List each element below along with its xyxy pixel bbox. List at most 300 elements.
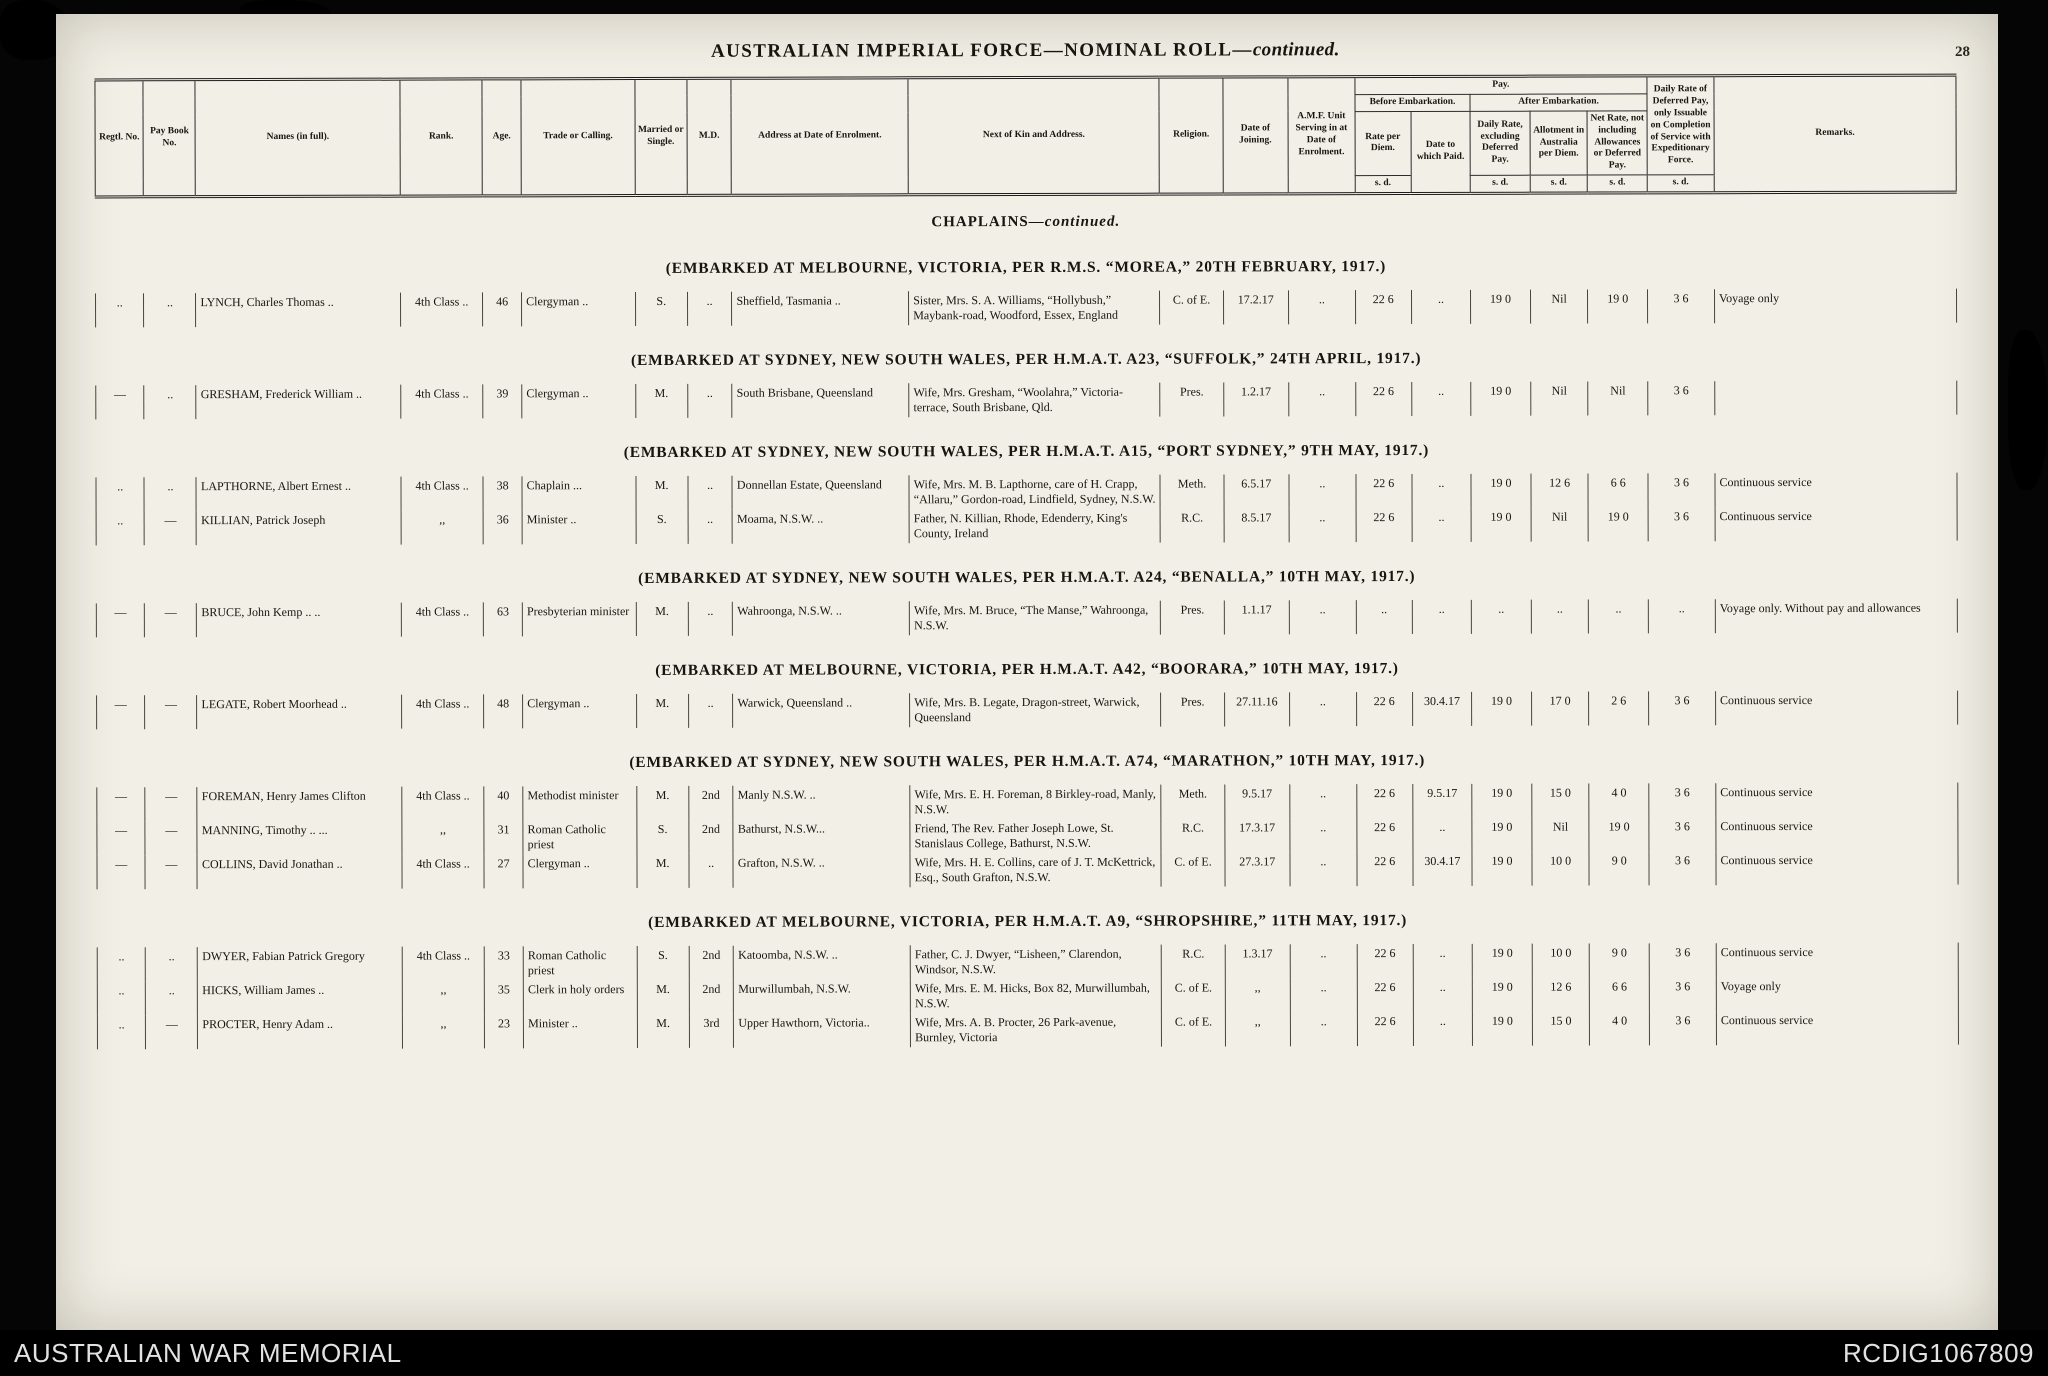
col-header-trade: Trade or Calling. — [521, 79, 635, 196]
cell-religion: R.C. — [1161, 818, 1224, 852]
cell-allot: .. — [1531, 600, 1589, 634]
cell-nok: Father, N. Killian, Rhode, Edenderry, King's County, Ireland — [909, 509, 1160, 544]
cell-age: 36 — [483, 510, 522, 544]
cell-trade: Clerk in holy orders — [523, 980, 637, 1014]
cell-name: LYNCH, Charles Thomas .. — [196, 293, 401, 328]
section-heading-row — [97, 885, 1958, 948]
cell-datepaid: .. — [1413, 978, 1473, 1012]
cell-married: M. — [637, 980, 689, 1014]
cell-amf: .. — [1289, 508, 1356, 542]
cell-religion: Pres. — [1160, 382, 1223, 416]
cell-nok: Wife, Mrs. B. Legate, Dragon-street, Warwick, Queensland — [910, 693, 1161, 728]
cell-regtl: — — [97, 855, 145, 889]
cell-age: 39 — [483, 384, 522, 418]
cell-md: .. — [689, 854, 734, 888]
cell-joined: 1.1.17 — [1224, 600, 1289, 634]
embarkation-heading: (EMBARKED AT SYDNEY, NEW SOUTH WALES, PER H.M.A.T. A15, “PORT SYDNEY,” 9TH MAY, 1917.) — [623, 441, 1430, 462]
cell-remarks: Continuous service — [1716, 851, 1958, 886]
cell-deferred: 3 6 — [1649, 817, 1716, 851]
cell-address: South Brisbane, Queensland — [732, 383, 909, 417]
cell-amf: .. — [1290, 1012, 1357, 1046]
cell-datepaid: .. — [1413, 818, 1473, 852]
cell-nok: Wife, Mrs. E. H. Foreman, 8 Birkley-road, Manly, N.S.W. — [910, 785, 1161, 820]
cell-remarks: Continuous service — [1716, 943, 1958, 978]
cell-deferred: 3 6 — [1649, 691, 1716, 725]
cell-regtl: .. — [97, 947, 145, 981]
cell-net: 19 0 — [1589, 817, 1649, 851]
cell-married: S. — [636, 510, 688, 544]
cell-name: KILLIAN, Patrick Joseph — [197, 511, 402, 546]
cell-datepaid: .. — [1412, 474, 1472, 508]
cell-allot: 12 6 — [1531, 474, 1589, 508]
cell-datepaid: .. — [1413, 944, 1473, 978]
cell-religion: C. of E. — [1160, 290, 1223, 324]
cell-remarks: Continuous service — [1716, 1011, 1958, 1046]
cell-joined: 1.3.17 — [1225, 944, 1290, 978]
embarkation-heading: (EMBARKED AT MELBOURNE, VICTORIA, PER R.M.S. “MOREA,” 20TH FEBRUARY, 1917.) — [665, 258, 1387, 277]
cell-name: LAPTHORNE, Albert Ernest .. — [196, 477, 401, 512]
cell-regtl: .. — [97, 1015, 145, 1049]
table-row — [97, 977, 1958, 1016]
archive-name: AUSTRALIAN WAR MEMORIAL — [14, 1337, 402, 1368]
cell-rate: 22 6 — [1356, 474, 1412, 508]
cell-amf: .. — [1289, 692, 1356, 726]
col-header-married: Married or Single. — [635, 78, 687, 195]
cell-address: Murwillumbah, N.S.W. — [734, 979, 911, 1013]
cell-net: 19 0 — [1588, 289, 1648, 323]
cell-remarks: Voyage only — [1716, 977, 1958, 1012]
cell-deferred: 3 6 — [1648, 507, 1715, 541]
cell-remarks: Continuous service — [1716, 817, 1958, 852]
col-header-names: Names (in full). — [195, 79, 400, 197]
cell-daily: 19 0 — [1472, 692, 1532, 726]
col-header-net-rate: Net Rate, not including Allowances or Deferred Pay. — [1587, 111, 1647, 176]
table-row — [96, 473, 1957, 512]
cell-md: 2nd — [689, 980, 734, 1014]
col-header-after-embarkation: After Embarkation. — [1470, 94, 1647, 111]
col-header-md: M.D. — [687, 78, 732, 195]
cell-amf: .. — [1290, 818, 1357, 852]
cell-joined: 17.2.17 — [1223, 290, 1288, 324]
cell-address: Manly N.S.W. .. — [733, 785, 910, 819]
cell-md: 3rd — [689, 1014, 734, 1048]
col-header-date-to-which-paid: Date to which Paid. — [1411, 111, 1471, 193]
section-heading-row — [96, 633, 1957, 696]
cell-daily: 19 0 — [1473, 1012, 1533, 1046]
units-net-rate: s. d. — [1588, 175, 1648, 193]
section-heading-row — [96, 541, 1957, 604]
chaplains-label: CHAPLAINS — [931, 213, 1029, 231]
cell-allot: Nil — [1531, 508, 1589, 542]
cell-net: .. — [1589, 599, 1649, 633]
cell-deferred: .. — [1648, 599, 1715, 633]
col-header-daily-rate: Daily Rate, excluding Deferred Pay. — [1470, 111, 1530, 176]
cell-nok: Wife, Mrs. E. M. Hicks, Box 82, Murwillumbah, N.S.W. — [910, 979, 1161, 1014]
embarkation-heading: (EMBARKED AT SYDNEY, NEW SOUTH WALES, PER H.M.A.T. A74, “MARATHON,” 10TH MAY, 1917.) — [629, 751, 1426, 772]
cell-joined: 17.3.17 — [1225, 818, 1290, 852]
cell-trade: Clergyman .. — [523, 854, 637, 888]
cell-regtl: — — [96, 603, 144, 637]
cell-deferred: 3 6 — [1649, 977, 1716, 1011]
cell-net: 6 6 — [1590, 977, 1650, 1011]
cell-regtl: — — [97, 695, 145, 729]
cell-married: S. — [635, 292, 687, 326]
cell-regtl: — — [97, 787, 145, 821]
cell-rate: 22 6 — [1355, 290, 1411, 324]
cell-trade: Roman Catholic priest — [523, 946, 637, 980]
cell-rank: 4th Class .. — [402, 854, 484, 888]
cell-address: Upper Hawthorn, Victoria.. — [734, 1013, 911, 1047]
cell-amf: .. — [1289, 474, 1356, 508]
cell-nok: Wife, Mrs. Gresham, “Woolahra,” Victoria-terrace, South Brisbane, Qld. — [909, 383, 1160, 418]
cell-remarks: Voyage only. Without pay and allowances — [1715, 599, 1957, 634]
col-header-religion: Religion. — [1159, 77, 1223, 194]
cell-daily: 19 0 — [1471, 474, 1531, 508]
cell-remarks — [1715, 381, 1957, 416]
cell-religion: Pres. — [1161, 692, 1224, 726]
cell-paybook: .. — [146, 947, 198, 981]
cell-age: 48 — [484, 694, 523, 728]
cell-allot: 15 0 — [1532, 1012, 1590, 1046]
cell-paybook: .. — [144, 293, 196, 327]
table-row — [96, 381, 1957, 420]
table-body — [95, 192, 1958, 1049]
document-title-main: AUSTRALIAN IMPERIAL FORCE—NOMINAL ROLL— — [711, 39, 1253, 62]
chaplains-heading — [95, 192, 1956, 235]
cell-md: 2nd — [689, 786, 734, 820]
col-header-address: Address at Date of Enrolment. — [731, 78, 908, 195]
cell-net: 4 0 — [1590, 1011, 1650, 1045]
cell-religion: R.C. — [1162, 944, 1225, 978]
cell-rank: 4th Class .. — [402, 694, 484, 728]
header-row-groups — [95, 75, 1956, 98]
table-header — [95, 75, 1956, 197]
cell-allot: Nil — [1530, 290, 1588, 324]
cell-datepaid: .. — [1412, 508, 1472, 542]
cell-age: 31 — [484, 820, 523, 854]
table-row — [96, 507, 1957, 546]
cell-trade: Clergyman .. — [522, 292, 636, 326]
cell-regtl: — — [97, 821, 145, 855]
cell-joined: 1.2.17 — [1223, 382, 1288, 416]
cell-married: M. — [637, 854, 689, 888]
cell-trade: Clergyman .. — [522, 384, 636, 418]
cell-nok: Wife, Mrs. M. B. Lapthorne, care of H. Crapp, “Allaru,” Gordon-road, Lindfield, Sydney, N.S.W. — [909, 475, 1160, 510]
col-header-amf-unit: A.M.F. Unit Serving in at Date of Enrolment. — [1288, 77, 1355, 194]
section-heading-row — [95, 231, 1956, 294]
cell-name: BRUCE, John Kemp .. .. — [197, 603, 402, 638]
table-row — [97, 691, 1958, 730]
col-header-pay-group: Pay. — [1355, 76, 1647, 95]
viewer-footer-bar — [0, 1330, 2048, 1376]
cell-joined: 8.5.17 — [1224, 508, 1289, 542]
cell-nok: Wife, Mrs. H. E. Collins, care of J. T. McKettrick, Esq., South Grafton, N.S.W. — [910, 853, 1161, 888]
cell-amf: .. — [1290, 944, 1357, 978]
cell-age: 38 — [483, 476, 522, 510]
cell-age: 23 — [484, 1014, 523, 1048]
document-title-continued: continued. — [1252, 39, 1340, 61]
section-heading-row — [96, 415, 1957, 478]
col-header-age: Age. — [482, 79, 521, 196]
cell-paybook: — — [146, 1015, 198, 1049]
chaplains-continued: —continued. — [1028, 213, 1121, 230]
cell-amf: .. — [1290, 978, 1357, 1012]
cell-md: .. — [687, 384, 732, 418]
cell-datepaid: .. — [1411, 382, 1471, 416]
cell-paybook: — — [145, 695, 197, 729]
cell-nok: Father, C. J. Dwyer, “Lisheen,” Clarendon, Windsor, N.S.W. — [910, 945, 1161, 980]
cell-name: HICKS, William James .. — [198, 981, 403, 1016]
cell-religion: C. of E. — [1162, 978, 1225, 1012]
cell-datepaid: .. — [1412, 600, 1472, 634]
cell-deferred: 3 6 — [1648, 381, 1715, 415]
document-paper — [56, 14, 1998, 1330]
cell-trade: Presbyterian minister — [522, 602, 636, 636]
cell-religion: C. of E. — [1162, 1012, 1225, 1046]
cell-name: LEGATE, Robert Moorhead .. — [197, 695, 402, 730]
cell-married: S. — [637, 946, 689, 980]
cell-name: MANNING, Timothy .. ... — [197, 821, 402, 856]
cell-daily: 19 0 — [1471, 508, 1531, 542]
cell-paybook: .. — [144, 385, 196, 419]
cell-married: M. — [635, 384, 687, 418]
cell-age: 40 — [484, 786, 523, 820]
col-header-rate-per-diem: Rate per Diem. — [1355, 111, 1411, 176]
table-row — [97, 1011, 1958, 1050]
section-heading-row — [96, 323, 1957, 386]
cell-paybook: — — [144, 511, 196, 545]
cell-trade: Chaplain ... — [522, 476, 636, 510]
table-row — [97, 943, 1958, 982]
cell-amf: .. — [1288, 290, 1355, 324]
table-row — [97, 851, 1958, 890]
col-header-deferred-pay: Daily Rate of Deferred Pay, only Issuable on Completion of Service with Expeditionary Force. — [1647, 76, 1714, 175]
cell-name: FOREMAN, Henry James Clifton — [197, 787, 402, 822]
cell-address: Bathurst, N.S.W... — [733, 819, 910, 853]
cell-married: S. — [637, 820, 689, 854]
cell-rank: 4th Class .. — [401, 476, 483, 510]
cell-net: 9 0 — [1589, 851, 1649, 885]
cell-rank: 4th Class .. — [402, 786, 484, 820]
cell-address: Katoomba, N.S.W. .. — [734, 945, 911, 979]
cell-joined: 6.5.17 — [1224, 474, 1289, 508]
cell-allot: 15 0 — [1532, 784, 1590, 818]
cell-daily: 19 0 — [1472, 818, 1532, 852]
cell-rate: 22 6 — [1357, 978, 1413, 1012]
cell-paybook: .. — [146, 981, 198, 1015]
cell-rate: 22 6 — [1356, 508, 1412, 542]
cell-age: 27 — [484, 854, 523, 888]
cell-regtl: .. — [97, 981, 145, 1015]
cell-rate: 22 6 — [1357, 818, 1413, 852]
col-header-regtl-no: Regtl. No. — [95, 80, 144, 197]
cell-allot: Nil — [1530, 382, 1588, 416]
chaplains-heading-row — [95, 192, 1956, 235]
cell-daily: 19 0 — [1472, 978, 1532, 1012]
record-id: RCDIG1067809 — [1843, 1337, 2034, 1368]
cell-regtl: — — [96, 385, 144, 419]
cell-deferred: 3 6 — [1647, 289, 1714, 323]
cell-paybook: — — [145, 603, 197, 637]
units-allotment: s. d. — [1530, 175, 1588, 193]
cell-md: .. — [688, 510, 733, 544]
cell-address: Wahroonga, N.S.W. .. — [733, 601, 910, 635]
cell-nok: Friend, The Rev. Father Joseph Lowe, St. Stanislaus College, Bathurst, N.S.W. — [910, 819, 1161, 854]
cell-nok: Wife, Mrs. M. Bruce, “The Manse,” Wahroonga, N.S.W. — [910, 601, 1161, 636]
cell-paybook: — — [145, 787, 197, 821]
cell-deferred: 3 6 — [1649, 851, 1716, 885]
cell-married: M. — [637, 1014, 689, 1048]
cell-datepaid: .. — [1411, 290, 1471, 324]
cell-daily: 19 0 — [1472, 944, 1532, 978]
cell-nok: Sister, Mrs. S. A. Williams, “Hollybush,” Maybank-road, Woodford, Essex, England — [909, 291, 1160, 326]
cell-net: 19 0 — [1588, 507, 1648, 541]
cell-address: Moama, N.S.W. .. — [732, 509, 909, 543]
table-row — [97, 783, 1958, 822]
cell-regtl: .. — [96, 511, 144, 545]
cell-joined: 9.5.17 — [1224, 784, 1289, 818]
cell-remarks: Continuous service — [1715, 473, 1957, 508]
cell-rank: ,, — [401, 510, 483, 544]
cell-trade: Roman Catholic priest — [523, 820, 637, 854]
col-header-rank: Rank. — [400, 79, 482, 196]
cell-joined: 27.11.16 — [1224, 692, 1289, 726]
cell-datepaid: .. — [1413, 1012, 1473, 1046]
cell-daily: 19 0 — [1472, 852, 1532, 886]
cell-daily: 19 0 — [1471, 382, 1531, 416]
cell-md: .. — [687, 292, 732, 326]
cell-age: 35 — [484, 980, 523, 1014]
cell-age: 63 — [483, 602, 522, 636]
cell-age: 33 — [484, 946, 523, 980]
cell-daily: .. — [1472, 600, 1532, 634]
cell-paybook: .. — [144, 477, 196, 511]
document-title — [94, 38, 1956, 65]
cell-rate: 22 6 — [1357, 784, 1413, 818]
cell-md: 2nd — [689, 946, 734, 980]
cell-joined: ,, — [1225, 978, 1290, 1012]
units-daily-rate: s. d. — [1470, 175, 1530, 193]
cell-name: COLLINS, David Jonathan .. — [197, 855, 402, 890]
cell-rank: 4th Class .. — [401, 292, 483, 326]
col-header-allotment: Allotment in Australia per Diem. — [1530, 111, 1588, 176]
table-row — [97, 817, 1958, 856]
col-header-remarks: Remarks. — [1714, 75, 1956, 193]
cell-remarks: Continuous service — [1716, 783, 1958, 818]
cell-net: 4 0 — [1589, 783, 1649, 817]
cell-deferred: 3 6 — [1649, 1011, 1716, 1045]
cell-amf: .. — [1290, 784, 1357, 818]
cell-allot: Nil — [1532, 818, 1590, 852]
cell-address: Warwick, Queensland .. — [733, 693, 910, 727]
embarkation-heading: (EMBARKED AT MELBOURNE, VICTORIA, PER H.M.A.T. A9, “SHROPSHIRE,” 11TH MAY, 1917.) — [648, 912, 1408, 931]
cell-rate: 22 6 — [1356, 692, 1412, 726]
cell-paybook: — — [145, 821, 197, 855]
cell-address: Donnellan Estate, Queensland — [732, 475, 909, 509]
cell-amf: .. — [1290, 852, 1357, 886]
cell-rate: 22 6 — [1356, 382, 1412, 416]
units-deferred-pay: s. d. — [1647, 175, 1714, 193]
cell-md: .. — [688, 476, 733, 510]
cell-md: .. — [688, 694, 733, 728]
cell-trade: Minister .. — [522, 510, 636, 544]
cell-allot: 17 0 — [1531, 692, 1589, 726]
cell-regtl: .. — [96, 293, 144, 327]
cell-rate: 22 6 — [1357, 1012, 1413, 1046]
cell-married: M. — [636, 786, 688, 820]
cell-datepaid: 30.4.17 — [1413, 852, 1473, 886]
cell-remarks: Voyage only — [1714, 289, 1956, 324]
cell-net: Nil — [1588, 381, 1648, 415]
cell-rank: 4th Class .. — [402, 946, 484, 980]
cell-nok: Wife, Mrs. A. B. Procter, 26 Park-avenue, Burnley, Victoria — [911, 1013, 1162, 1048]
cell-religion: Pres. — [1161, 600, 1224, 634]
cell-paybook: — — [145, 855, 197, 889]
cell-religion: Meth. — [1161, 784, 1224, 818]
cell-rank: ,, — [402, 820, 484, 854]
embarkation-heading: (EMBARKED AT SYDNEY, NEW SOUTH WALES, PER H.M.A.T. A24, “BENALLA,” 10TH MAY, 1917.) — [638, 567, 1416, 588]
cell-trade: Methodist minister — [523, 786, 637, 820]
units-rate-per-diem: s. d. — [1355, 176, 1411, 194]
cell-trade: Minister .. — [524, 1014, 638, 1048]
cell-married: M. — [636, 602, 688, 636]
page-number: 28 — [1955, 44, 1970, 60]
cell-regtl: .. — [96, 477, 144, 511]
cell-allot: 12 6 — [1532, 978, 1590, 1012]
cell-religion: Meth. — [1160, 474, 1223, 508]
cell-remarks: Continuous service — [1716, 691, 1958, 726]
cell-datepaid: 9.5.17 — [1412, 784, 1472, 818]
nominal-roll-table — [94, 74, 1959, 1050]
col-header-next-of-kin: Next of Kin and Address. — [908, 77, 1160, 195]
cell-deferred: 3 6 — [1649, 943, 1716, 977]
cell-daily: 19 0 — [1472, 784, 1532, 818]
cell-md: 2nd — [689, 820, 734, 854]
cell-name: GRESHAM, Frederick William .. — [196, 385, 401, 420]
cell-married: M. — [636, 476, 688, 510]
cell-address: Grafton, N.S.W. .. — [733, 853, 910, 887]
cell-religion: R.C. — [1161, 508, 1224, 542]
cell-net: 6 6 — [1588, 473, 1648, 507]
table-row — [96, 289, 1957, 328]
cell-joined: ,, — [1225, 1012, 1290, 1046]
col-header-before-embarkation: Before Embarkation. — [1355, 94, 1470, 111]
film-artifact — [2008, 330, 2048, 490]
cell-joined: 27.3.17 — [1225, 852, 1290, 886]
cell-deferred: 3 6 — [1649, 783, 1716, 817]
table-row — [96, 599, 1957, 638]
cell-rate: 22 6 — [1357, 944, 1413, 978]
cell-rank: ,, — [403, 1014, 485, 1048]
cell-rank: 4th Class .. — [401, 384, 483, 418]
cell-allot: 10 0 — [1532, 852, 1590, 886]
col-header-pay-book-no: Pay Book No. — [143, 80, 195, 197]
cell-md: .. — [688, 602, 733, 636]
col-header-date-of-joining: Date of Joining. — [1223, 77, 1288, 194]
cell-rank: 4th Class .. — [402, 602, 484, 636]
cell-deferred: 3 6 — [1648, 473, 1715, 507]
cell-net: 9 0 — [1590, 943, 1650, 977]
cell-rate: .. — [1356, 600, 1412, 634]
cell-address: Sheffield, Tasmania .. — [732, 291, 909, 325]
cell-name: DWYER, Fabian Patrick Gregory — [198, 947, 403, 982]
cell-rate: 22 6 — [1357, 852, 1413, 886]
section-heading-row — [97, 725, 1958, 788]
cell-amf: .. — [1289, 382, 1356, 416]
cell-age: 46 — [483, 292, 522, 326]
cell-married: M. — [636, 694, 688, 728]
embarkation-heading: (EMBARKED AT SYDNEY, NEW SOUTH WALES, PER H.M.A.T. A23, “SUFFOLK,” 24TH APRIL, 1917.) — [631, 349, 1422, 370]
